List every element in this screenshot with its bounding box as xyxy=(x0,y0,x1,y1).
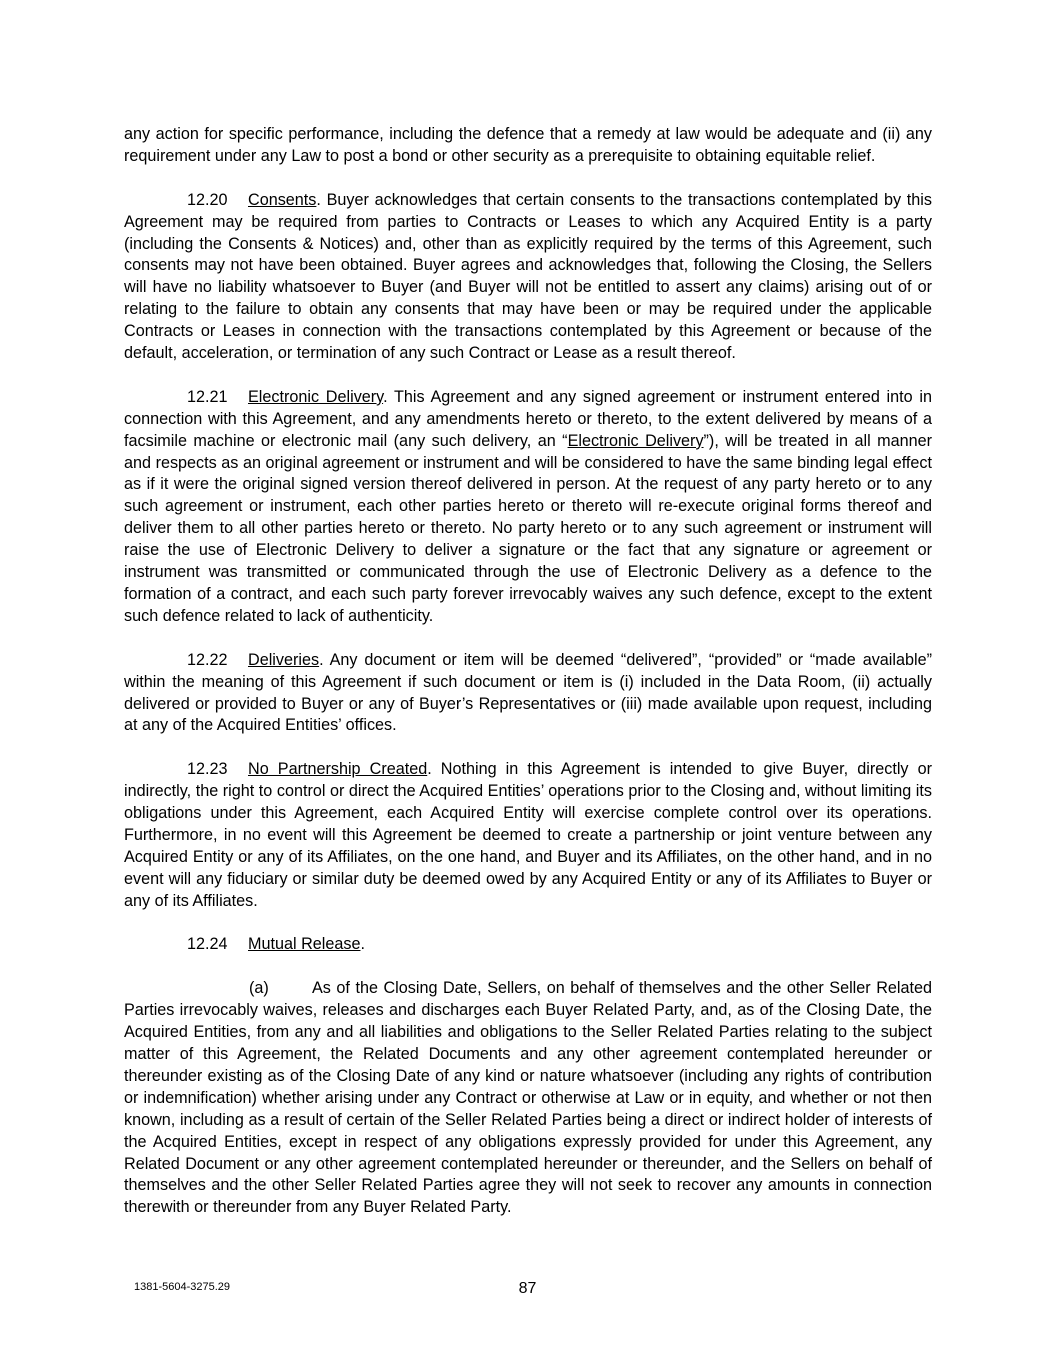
subsection-text: As of the Closing Date, Sellers, on behalf of themselves and the other Seller Related Parties irrevocably waives, releases and discharges each Buyer Related Party, and, as of the Closing Date, the Acquired Entities, from any and all liabilities and obligations to the Seller Related Parties relating to the subject matter of this Agreement, the Related Documents and any other agreement contemplated hereunder or thereunder existing as of the Closing Date of any kind or nature whatsoever (including any rights of contribution or indemnification) whether arising under any Contract or otherwise at Law or in equity, and whether or not then known, including as a result of certain of the Seller Related Parties being a direct or indirect holder of interests of the Acquired Entities, except in respect of any obligations expressly provided for under this Agreement, any Related Document or any other agreement contemplated hereunder or thereunder, and the Sellers on behalf of themselves and the other Seller Related Parties agree they will not seek to recover any amounts in connection therewith or thereunder from any Buyer Related Party. xyxy=(124,979,932,1217)
section-number: 12.22 xyxy=(187,650,228,669)
section-number: 12.24 xyxy=(187,935,228,954)
section-heading: Electronic Delivery xyxy=(248,387,384,406)
section-text: . Any document or item will be deemed “delivered”, “provided” or “made available” within the meaning of this Agreement if such document or item is (i) included in the Data Room, (ii) actually delivered or provided to Buyer or any of Buyer’s Representatives or (iii) made available upon request, including at any of the Acquired Entities’ offices. xyxy=(124,650,932,735)
section-heading: No Partnership Created xyxy=(248,760,428,779)
continued-paragraph xyxy=(124,124,932,168)
section-number: 12.23 xyxy=(187,760,228,779)
section-text: . Nothing in this Agreement is intended to give Buyer, directly or indirectly, the right to control or direct the Acquired Entities’ operations prior to the Closing and, without limiting its obligations under this Agreement, each Acquired Entity will exercise complete control over its operations. Furthermore, in no event will this Agreement be deemed to create a partnership or joint venture between any Acquired Entity or any of its Affiliates, on the one hand, and Buyer and its Affiliates, on the other hand, and in no event will any fiduciary or similar duty be deemed owed by any Acquired Entity or any of its Affiliates to Buyer or any of its Affiliates. xyxy=(124,760,932,910)
section-12-24 xyxy=(124,934,932,956)
section-number: 12.20 xyxy=(187,190,228,209)
section-text: . Buyer acknowledges that certain consents to the transactions contemplated by this Agreement may be required from parties to Contracts or Leases to which any Acquired Entity is a party (including the Consents & Notices) and, other than as explicitly required by the terms of this Agreement, such consents may not have been obtained. Buyer agrees and acknowledges that, following the Closing, the Sellers will have no liability whatsoever to Buyer (and Buyer will not be entitled to assert any claims) arising out of or relating to the failure to obtain any consents that may have been or may be required under the applicable Contracts or Leases in connection with the transactions contemplated by this Agreement or because of the default, acceleration, or termination of any such Contract or Lease as a result thereof. xyxy=(124,190,932,363)
section-heading-period: . xyxy=(360,935,365,954)
section-text-continued: ”), will be treated in all manner and respects as an original agreement or instrument and will be considered to have the same binding legal effect as if it were the original signed version thereof delivered in person. At the request of any party hereto or to any such agreement or instrument, each other parties hereto or thereto will re-execute original forms thereof and deliver them to all other parties hereto or thereto. No party hereto or to any such agreement or instrument will raise the use of Electronic Delivery to deliver a signature or the fact that any signature or agreement or instrument was transmitted or communicated through the use of Electronic Delivery as a defence to the formation of a contract, and each such party forever irrevocably waives any such defence, except to the extent such defence related to lack of authenticity. xyxy=(124,431,932,625)
section-12-21 xyxy=(124,387,932,628)
section-12-20 xyxy=(124,190,932,365)
section-12-22 xyxy=(124,650,932,738)
section-heading: Consents xyxy=(248,190,317,209)
section-12-24-a xyxy=(124,978,932,1219)
page-number: 87 xyxy=(518,1280,537,1297)
section-text: . This Agreement and any signed agreement or instrument entered into in connection with this Agreement, and any amendments hereto or thereto, to the extent delivered by means of a facsimile machine or electronic mail (any such delivery, an “ xyxy=(124,387,932,450)
section-12-23 xyxy=(124,759,932,912)
defined-term: Electronic Delivery xyxy=(567,431,704,450)
section-heading: Deliveries xyxy=(248,650,320,669)
document-id: 1381-5604-3275.29 xyxy=(134,1281,231,1293)
document-body xyxy=(124,124,932,1241)
section-number: 12.21 xyxy=(187,387,228,406)
subsection-number: (a) xyxy=(249,979,269,998)
continued-text: any action for specific performance, including the defence that a remedy at law would be adequate and (ii) any requirement under any Law to post a bond or other security as a prerequisite to obtaining equitable relief. xyxy=(124,125,932,165)
section-heading: Mutual Release xyxy=(248,935,361,954)
